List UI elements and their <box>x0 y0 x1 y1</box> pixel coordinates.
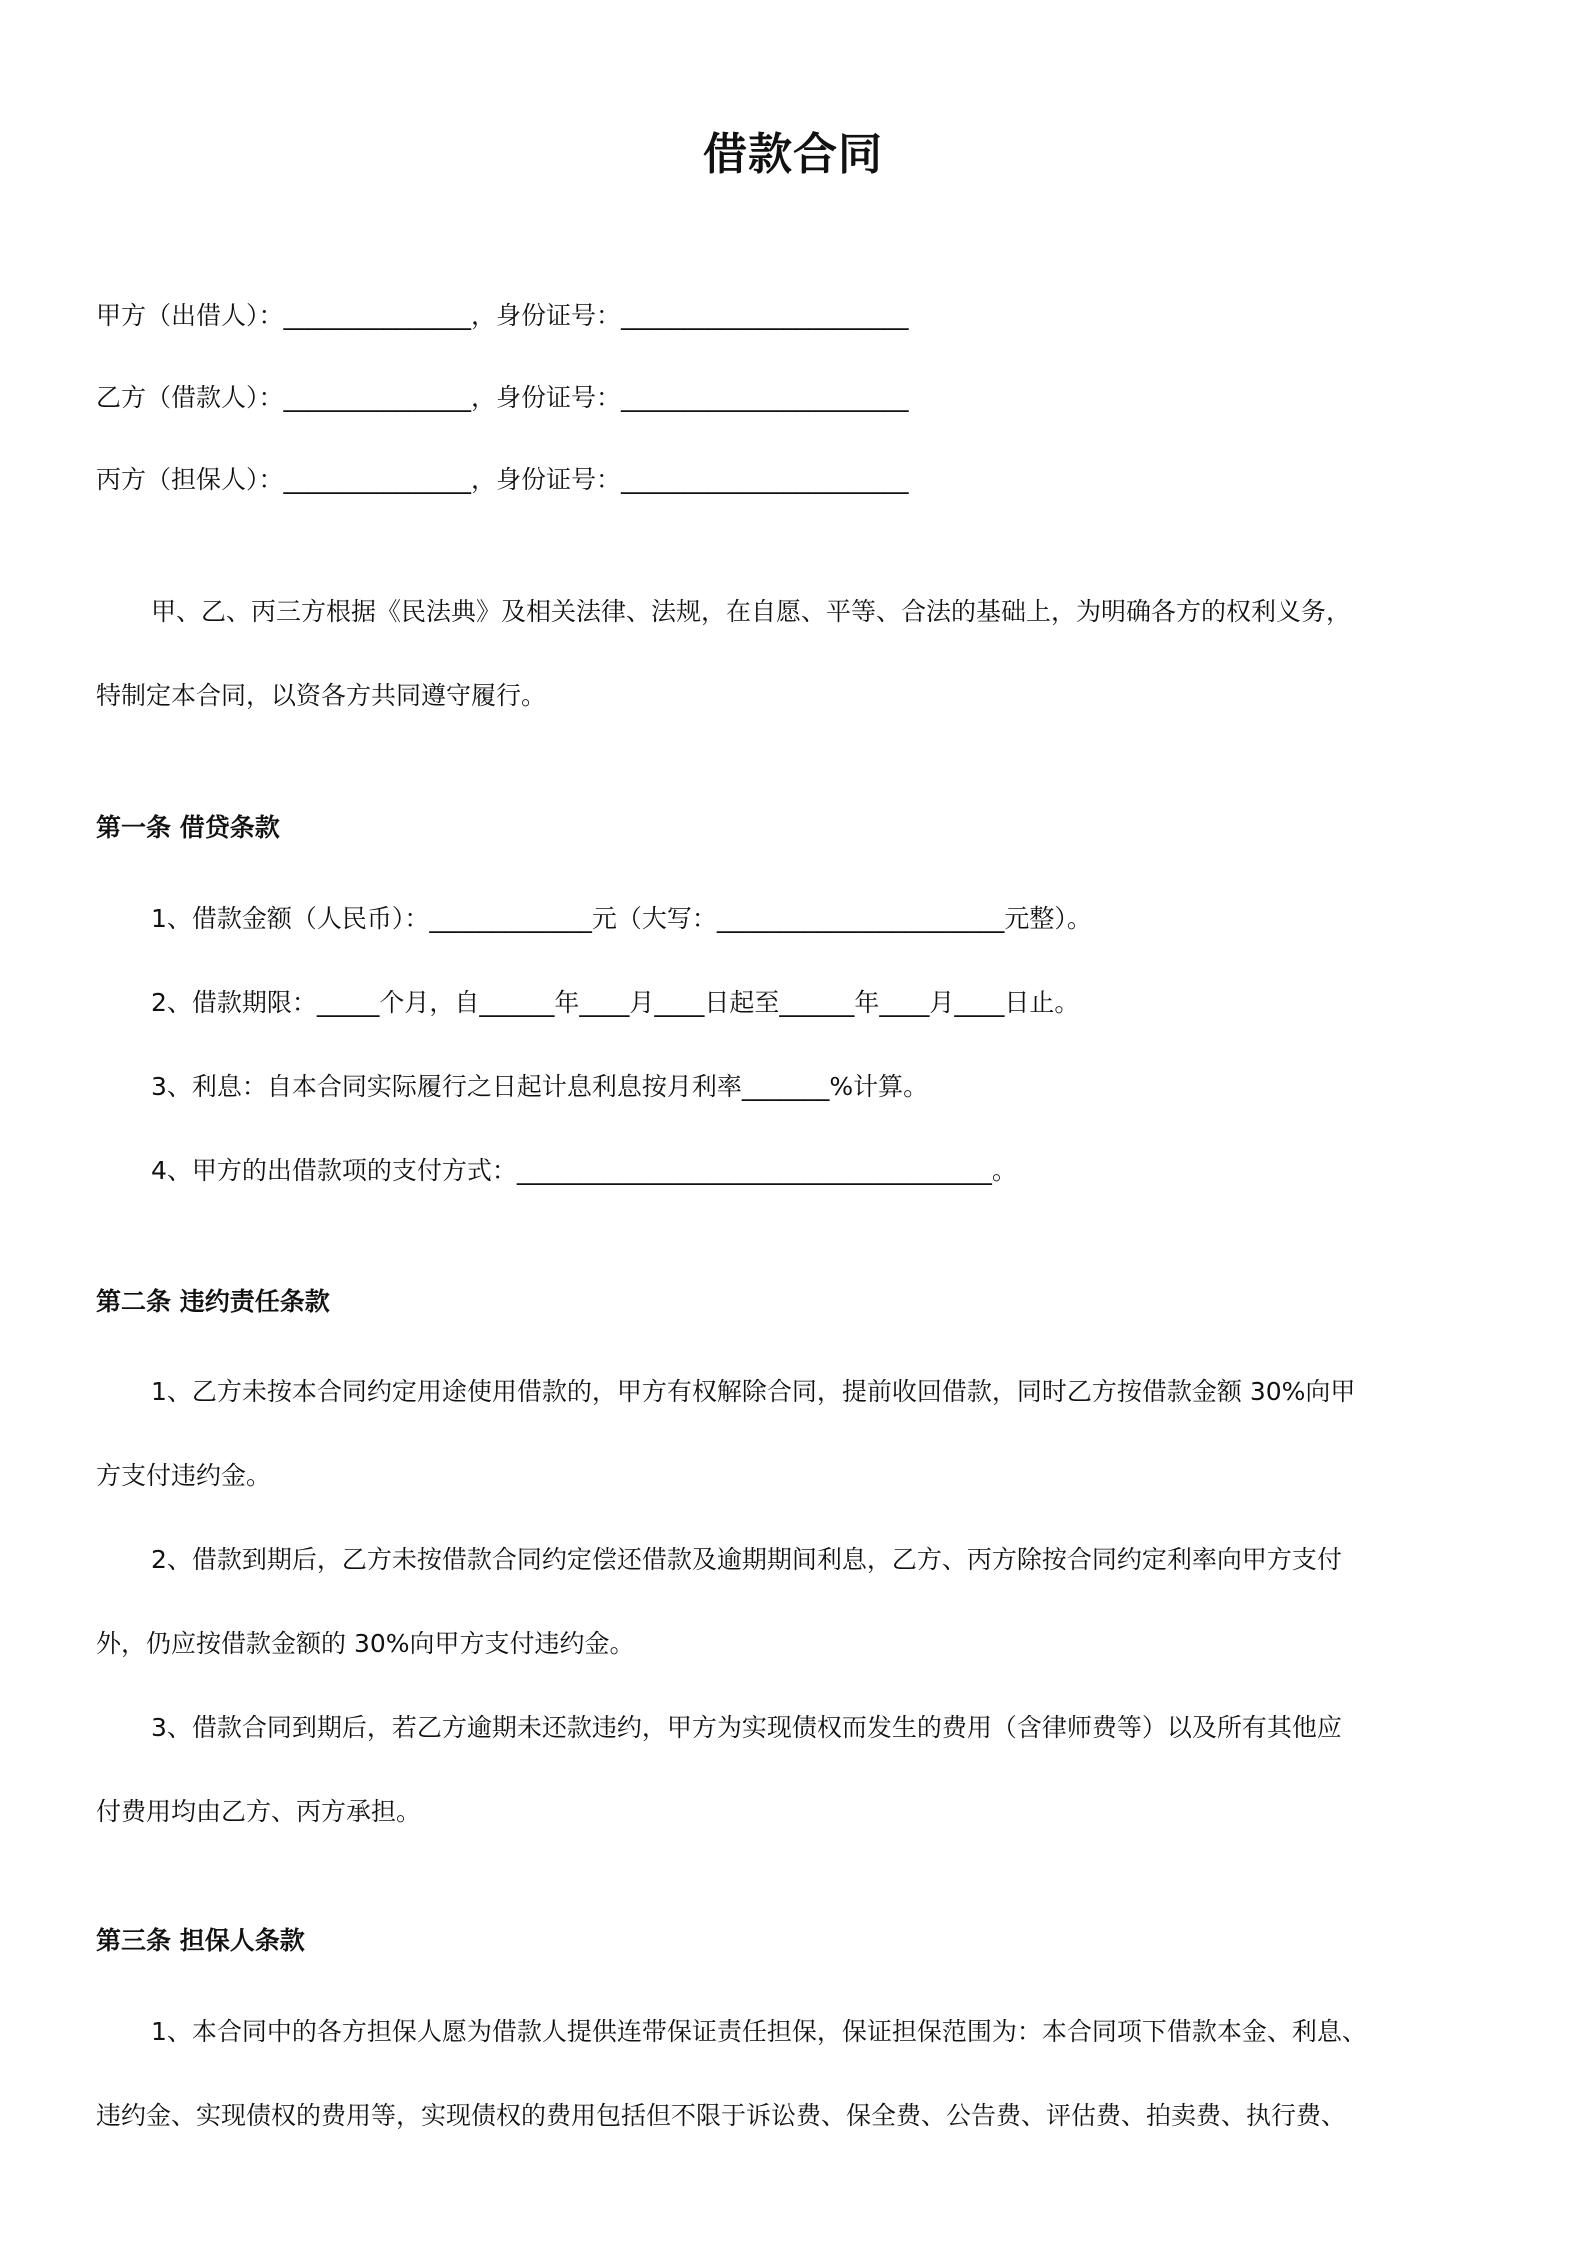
article-3-heading: 第三条 担保人条款 <box>96 1926 305 1955</box>
document-title: 借款合同 <box>703 129 883 180</box>
article-2-line-1: 1、乙方未按本合同约定用途使用借款的，甲方有权解除合同，提前收回借款，同时乙方按借款金额 30%向甲 <box>151 1377 1356 1406</box>
article-3-line-1: 1、本合同中的各方担保人愿为借款人提供连带保证责任担保，保证担保范围为：本合同项下借款本金、利息、 <box>151 2017 1367 2046</box>
article-2-line-6: 付费用均由乙方、丙方承担。 <box>96 1797 422 1826</box>
article-2-line-3: 2、借款到期后，乙方未按借款合同约定偿还借款及逾期期间利息，乙方、丙方除按合同约定利率向甲方支付 <box>151 1545 1342 1574</box>
article-2-line-4: 外，仍应按借款金额的 30%向甲方支付违约金。 <box>96 1629 635 1658</box>
article-3-line-2: 违约金、实现债权的费用等，实现债权的费用包括但不限于诉讼费、保全费、公告费、评估费、拍卖费、执行费、 <box>96 2101 1347 2130</box>
article-1-item-2: 2、借款期限：_____个月，自______年____月____日起至______年____月____日止。 <box>151 988 1080 1017</box>
article-2-line-5: 3、借款合同到期后，若乙方逾期未还款违约，甲方为实现债权而发生的费用（含律师费等）以及所有其他应 <box>151 1713 1342 1742</box>
article-2-line-2: 方支付违约金。 <box>96 1461 272 1490</box>
preamble-line-1: 甲、乙、丙三方根据《民法典》及相关法律、法规，在自愿、平等、合法的基础上，为明确各方的权利义务， <box>151 597 1352 626</box>
party-c-line: 丙方（担保人）：_______________，身份证号：_______________________ <box>96 465 909 494</box>
article-1-item-1: 1、借款金额（人民币）：_____________元（大写：_______________________元整）。 <box>151 904 1092 933</box>
party-a-line: 甲方（出借人）：_______________，身份证号：_______________________ <box>96 301 909 330</box>
article-1-item-4: 4、甲方的出借款项的支付方式：______________________________________。 <box>151 1156 1017 1185</box>
article-2-heading: 第二条 违约责任条款 <box>96 1287 330 1316</box>
preamble-line-2: 特制定本合同，以资各方共同遵守履行。 <box>96 681 547 710</box>
article-1-item-3: 3、利息：自本合同实际履行之日起计息利息按月利率_______%计算。 <box>151 1072 929 1101</box>
article-1-heading: 第一条 借贷条款 <box>96 813 280 842</box>
party-b-line: 乙方（借款人）：_______________，身份证号：_______________________ <box>96 383 909 412</box>
